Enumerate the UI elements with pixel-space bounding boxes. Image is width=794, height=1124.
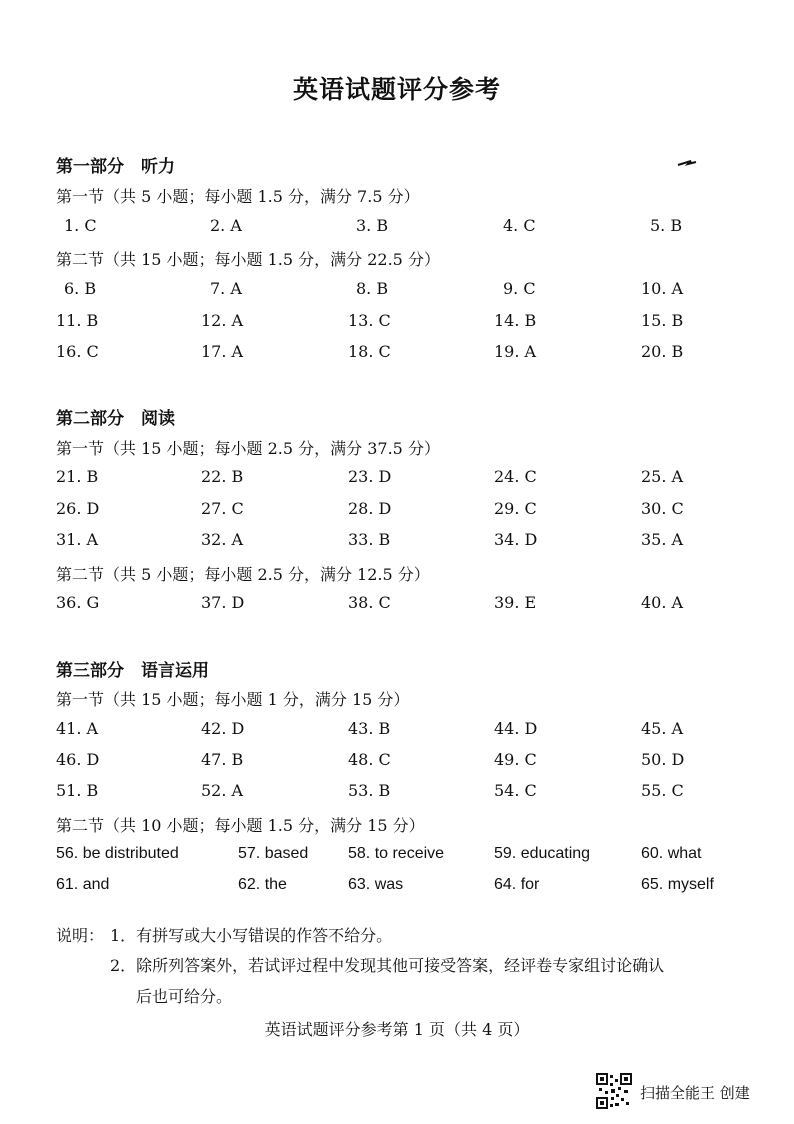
answer-item: 11. B (56, 311, 99, 330)
answer-item: 50. D (641, 750, 685, 769)
answer-item: 43. B (348, 719, 391, 738)
answer-item: 61. and (56, 876, 110, 893)
answer-item: 49. C (494, 750, 537, 769)
answer-item: 25. A (641, 467, 684, 486)
answer-item: 8. B (356, 279, 389, 298)
answer-item: 48. C (348, 750, 391, 769)
section-heading: 第二节（共 15 小题；每小题 1.5 分，满分 22.5 分） (56, 250, 440, 269)
answer-item: 62. the (238, 876, 287, 893)
answer-item: 17. A (201, 342, 244, 361)
answer-row (0, 593, 794, 617)
answer-item: 36. G (56, 593, 100, 612)
answer-row (0, 530, 794, 554)
answer-item: 2. A (210, 216, 242, 235)
answer-item: 27. C (201, 499, 244, 518)
answer-item: 5. B (650, 216, 683, 235)
section-heading: 第一节（共 15 小题；每小题 2.5 分，满分 37.5 分） (56, 439, 440, 458)
page-footer: 英语试题评分参考第 1 页（共 4 页） (264, 1020, 530, 1039)
answer-row (0, 499, 794, 523)
part-heading-reading: 第二部分 阅读 (56, 409, 175, 429)
answer-item: 10. A (641, 279, 684, 298)
answer-row (0, 216, 794, 240)
answer-item: 65. myself (641, 876, 714, 893)
answer-item: 45. A (641, 719, 684, 738)
answer-item: 15. B (641, 311, 684, 330)
answer-row (0, 781, 794, 805)
answer-item: 54. C (494, 781, 537, 800)
answer-row (0, 311, 794, 335)
answer-item: 33. B (348, 530, 391, 549)
answer-item: 57. based (238, 845, 309, 862)
notes-label: 说明： (56, 926, 105, 945)
answer-item: 42. D (201, 719, 245, 738)
answer-item: 3. B (356, 216, 389, 235)
answer-item: 20. B (641, 342, 684, 361)
answer-item: 13. C (348, 311, 391, 330)
answer-item: 60. what (641, 845, 702, 862)
answer-item: 4. C (503, 216, 536, 235)
answer-item: 18. C (348, 342, 391, 361)
answer-item: 40. A (641, 593, 684, 612)
answer-row (0, 845, 794, 869)
answer-item: 37. D (201, 593, 245, 612)
answer-item: 47. B (201, 750, 244, 769)
answer-item: 41. A (56, 719, 99, 738)
section-heading: 第二节（共 5 小题；每小题 2.5 分，满分 12.5 分） (56, 565, 430, 584)
answer-item: 14. B (494, 311, 537, 330)
qr-code-icon (596, 1073, 632, 1109)
answer-row (0, 342, 794, 366)
answer-item: 63. was (348, 876, 404, 893)
answer-item: 21. B (56, 467, 99, 486)
answer-item: 6. B (64, 279, 97, 298)
part-heading-language-use: 第三部分 语言运用 (56, 661, 209, 681)
pen-mark (677, 158, 697, 166)
answer-item: 46. D (56, 750, 100, 769)
answer-row (0, 279, 794, 303)
answer-item: 56. be distributed (56, 845, 179, 862)
part-heading-listening: 第一部分 听力 (56, 157, 175, 177)
answer-item: 19. A (494, 342, 537, 361)
answer-item: 38. C (348, 593, 391, 612)
answer-item: 30. C (641, 499, 684, 518)
section-heading: 第一节（共 15 小题；每小题 1 分，满分 15 分） (56, 690, 410, 709)
answer-item: 31. A (56, 530, 99, 549)
answer-item: 64. for (494, 876, 540, 893)
page-title: 英语试题评分参考 (292, 75, 501, 104)
answer-item: 7. A (210, 279, 242, 298)
answer-item: 23. D (348, 467, 392, 486)
answer-item: 28. D (348, 499, 392, 518)
section-heading: 第二节（共 10 小题；每小题 1.5 分，满分 15 分） (56, 816, 425, 835)
answer-item: 51. B (56, 781, 99, 800)
answer-item: 9. C (503, 279, 536, 298)
answer-row (0, 719, 794, 743)
answer-item: 34. D (494, 530, 538, 549)
note-item-2: 2．除所列答案外，若试评过程中发现其他可接受答案，经评卷专家组讨论确认 (110, 956, 665, 975)
answer-item: 22. B (201, 467, 244, 486)
answer-item: 32. A (201, 530, 244, 549)
answer-row (0, 467, 794, 491)
answer-row (0, 876, 794, 900)
answer-item: 1. C (64, 216, 97, 235)
answer-item: 44. D (494, 719, 538, 738)
answer-item: 59. educating (494, 845, 591, 862)
answer-item: 35. A (641, 530, 684, 549)
section-heading: 第一节（共 5 小题；每小题 1.5 分，满分 7.5 分） (56, 187, 420, 206)
answer-row (0, 750, 794, 774)
note-item-1: 1．有拼写或大小写错误的作答不给分。 (110, 926, 393, 945)
answer-item: 29. C (494, 499, 537, 518)
answer-item: 26. D (56, 499, 100, 518)
answer-item: 24. C (494, 467, 537, 486)
answer-item: 52. A (201, 781, 244, 800)
answer-item: 55. C (641, 781, 684, 800)
answer-item: 58. to receive (348, 845, 445, 862)
answer-item: 39. E (494, 593, 537, 612)
note-item-2-continued: 后也可给分。 (136, 987, 233, 1006)
answer-item: 12. A (201, 311, 244, 330)
scanner-watermark: 扫描全能王 创建 (640, 1084, 750, 1102)
answer-item: 16. C (56, 342, 99, 361)
answer-item: 53. B (348, 781, 391, 800)
